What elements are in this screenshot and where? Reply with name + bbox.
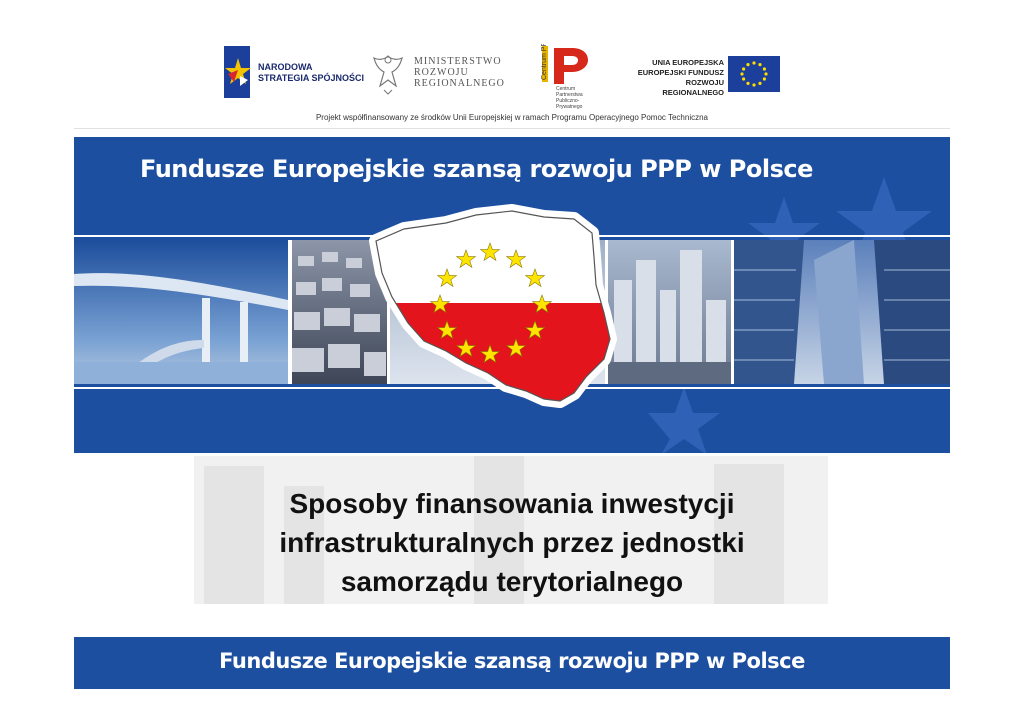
divider bbox=[74, 128, 950, 129]
ministry-logo bbox=[370, 50, 520, 106]
nss-star-icon bbox=[218, 44, 258, 100]
poland-map-icon bbox=[74, 137, 950, 453]
footer-title: Fundusze Europejskie szansą rozwoju PPP w Polsce bbox=[219, 649, 805, 673]
page-title bbox=[0, 484, 1024, 601]
nss-logo bbox=[218, 44, 378, 100]
eu-flag-icon bbox=[728, 56, 780, 92]
centrum-ppp-vertical: Centrum PPP bbox=[541, 44, 548, 80]
eu-line3: ROZWOJU REGIONALNEGO bbox=[662, 78, 724, 97]
title-line3: samorządu terytorialnego bbox=[340, 566, 684, 597]
hero-banner bbox=[74, 137, 950, 453]
nss-line1: NARODOWA bbox=[258, 62, 313, 72]
eu-line1: UNIA EUROPEJSKA bbox=[652, 58, 724, 67]
footer-banner bbox=[74, 637, 950, 689]
title-line2: infrastrukturalnych przez jednostki bbox=[279, 527, 745, 558]
header-logos bbox=[0, 0, 1024, 112]
centrum-ppp-caption: Centrum Partnerstwa Publiczno-Prywatnego bbox=[556, 86, 583, 110]
ministry-line2: ROZWOJU bbox=[414, 67, 469, 78]
project-cofinancing-line: Projekt współfinansowany ze środków Unii Europejskiej w ramach Programu Operacyjnego Pomoc Techniczna bbox=[315, 113, 709, 122]
title-line1: Sposoby finansowania inwestycji bbox=[289, 488, 735, 519]
ministry-line1: MINISTERSTWO bbox=[414, 56, 502, 67]
eu-line2: EUROPEJSKI FUNDUSZ bbox=[637, 68, 724, 77]
eagle-icon bbox=[370, 50, 406, 98]
ministry-line3: REGIONALNEGO bbox=[414, 78, 505, 89]
eu-logo bbox=[628, 56, 788, 96]
nss-line2: STRATEGIA SPÓJNOŚCI bbox=[258, 73, 365, 83]
centrum-ppp-mark-icon bbox=[538, 44, 608, 88]
banner-title: Fundusze Europejskie szansą rozwoju PPP w Polsce bbox=[140, 155, 813, 183]
centrum-ppp-logo bbox=[538, 44, 608, 108]
